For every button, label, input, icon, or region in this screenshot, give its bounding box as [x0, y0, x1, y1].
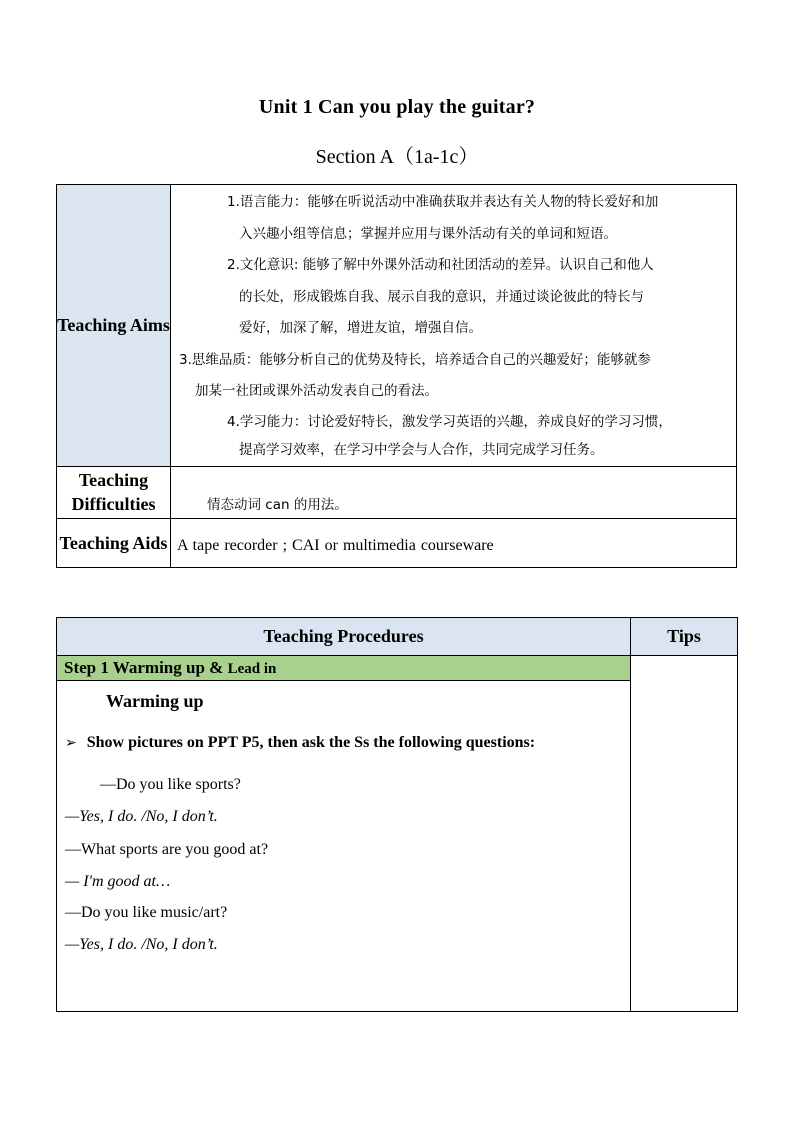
difficulties-label: Teaching Difficulties: [57, 466, 171, 518]
page-title: Unit 1 Can you play the guitar?: [258, 96, 536, 118]
aim-item: 4.学习能力：讨论爱好特长，激发学习英语的兴趣，养成良好的学习习惯， 提高学习效率，在学习中学会与人合作，共同完成学习任务。: [227, 413, 672, 458]
page-subtitle: Section A（1a-1c）: [315, 146, 479, 168]
instruction-bullet: ➢ Show pictures on PPT P5, then ask the Ss the following questions:: [65, 734, 536, 751]
dialogue-line: —Yes, I do. /No, I don’t.: [65, 936, 218, 953]
aim-item: 2.文化意识: 能够了解中外课外活动和社团活动的差异。认识自己和他人 的长处，形成锻炼自我、展示自我的意识，并通过谈论彼此的特长与 爱好，加深了解，增进友谊，增强自信。: [227, 257, 654, 336]
dialogue-line: —Yes, I do. /No, I don’t.: [65, 808, 218, 825]
tips-cell: [631, 656, 738, 1012]
aims-row: [57, 185, 737, 467]
step-title: Step 1 Warming up & Lead in: [57, 656, 631, 681]
teaching-info-table: [56, 184, 737, 568]
aim-item: 1.语言能力：能够在听说活动中准确获取并表达有关人物的特长爱好和加 入兴趣小组等信息；掌握并应用与课外活动有关的单词和短语。: [227, 194, 659, 242]
arrow-bullet-icon: ➢: [65, 735, 77, 751]
dialogue-line: —What sports are you good at?: [65, 841, 269, 858]
dialogue-line: — I'm good at…: [65, 873, 171, 890]
dialogue-line: —Do you like sports?: [100, 776, 241, 793]
warming-up-heading: Warming up: [106, 691, 204, 711]
tips-header: Tips: [631, 618, 738, 656]
difficulties-content: 情态动词 can 的用法。: [171, 466, 737, 518]
step-row: [57, 656, 738, 681]
aims-content: [171, 185, 737, 467]
procedures-header-row: [57, 618, 738, 656]
aims-label: Teaching Aims: [57, 185, 171, 467]
dialogue-line: —Do you like music/art?: [65, 904, 228, 921]
aids-label: Teaching Aids: [57, 518, 171, 567]
aids-content: A tape recorder ; CAI or multimedia courseware: [171, 518, 737, 567]
aids-row: [57, 518, 737, 567]
difficulties-row: [57, 466, 737, 518]
procedures-header: Teaching Procedures: [57, 618, 631, 656]
aim-item: 3.思维品质：能够分析自己的优势及特长，培养适合自己的兴趣爱好；能够就参 加某一社团或课外活动发表自己的看法。: [179, 351, 651, 399]
procedures-table: [56, 617, 738, 1012]
procedure-body: [57, 681, 631, 1012]
